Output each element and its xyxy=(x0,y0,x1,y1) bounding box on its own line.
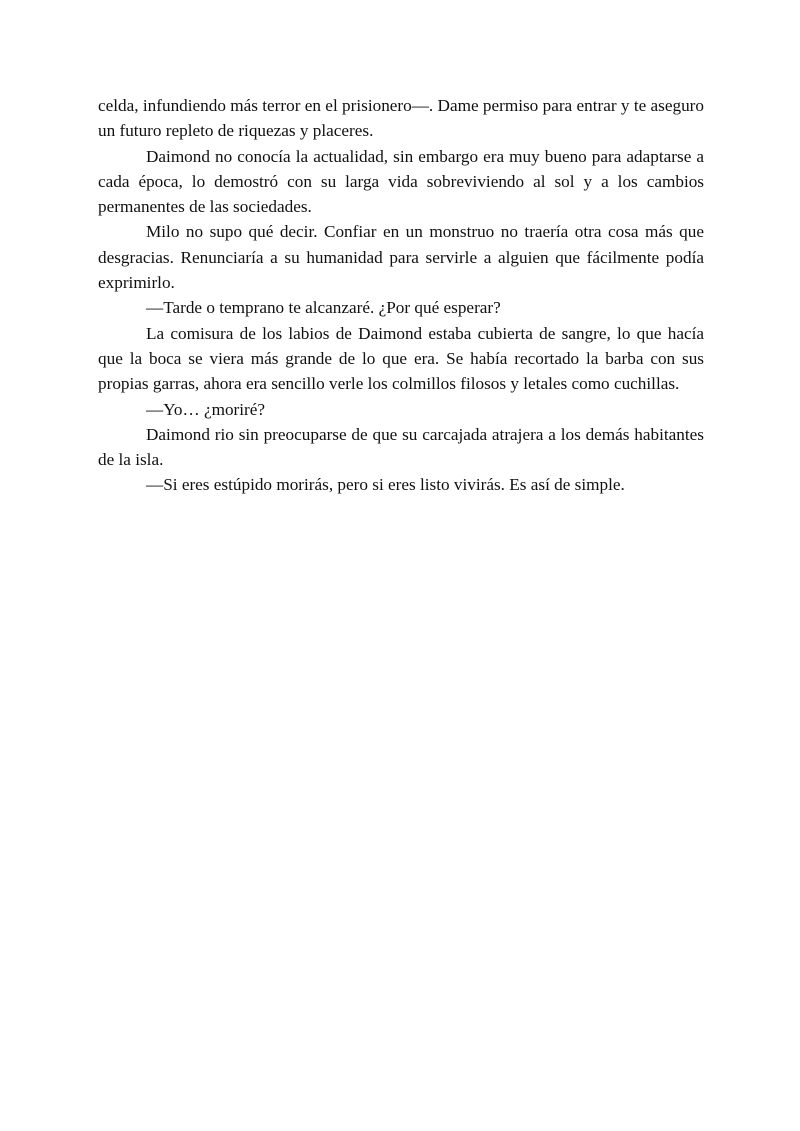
paragraph-2: Daimond no conocía la actualidad, sin embargo era muy bueno para adaptarse a cada época, lo demostró con su larga vida sobreviviendo al sol y a los cambios permanentes de las sociedades. xyxy=(98,146,704,217)
paragraph-7: Daimond rio sin preocuparse de que su carcajada atrajera a los demás habitantes de la isla. xyxy=(98,424,704,470)
paragraph-5: La comisura de los labios de Daimond estaba cubierta de sangre, lo que hacía que la boca se viera más grande de lo que era. Se había recortado la barba con sus propias garras, ahora era sencillo verle los colmillos filosos y letales como cuchillas. xyxy=(98,323,704,394)
dialogue-paragraph-6: ―Yo… ¿moriré? xyxy=(146,399,266,419)
paragraph-3: Milo no supo qué decir. Confiar en un monstruo no traería otra cosa más que desgracias. Renunciaría a su humanidad para servirle a alguien que fácilmente podía exprimirlo. xyxy=(98,222,704,293)
dialogue-paragraph-8: ―Si eres estúpido morirás, pero si eres listo vivirás. Es así de simple. xyxy=(146,475,625,495)
body-text xyxy=(98,93,704,498)
paragraph-1: celda, infundiendo más terror en el prisionero―. Dame permiso para entrar y te aseguro un futuro repleto de riquezas y placeres. xyxy=(98,96,704,141)
dialogue-paragraph-4: ―Tarde o temprano te alcanzaré. ¿Por qué esperar? xyxy=(146,298,501,318)
